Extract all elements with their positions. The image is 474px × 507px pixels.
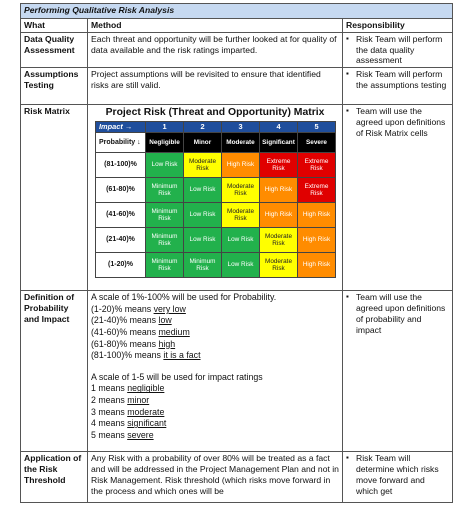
matrix-cell: Minimum Risk	[146, 177, 184, 202]
table-row	[21, 32, 453, 67]
matrix-cell: High Risk	[298, 202, 336, 227]
matrix-cell: Minimum Risk	[184, 252, 222, 277]
impact-number: 5	[298, 121, 336, 132]
what-assumptions: Assumptions Testing	[21, 68, 88, 105]
prob-definition-line	[91, 315, 339, 327]
matrix-cell: High Risk	[298, 252, 336, 277]
severity-label: Significant	[260, 132, 298, 152]
header-responsibility: Responsibility	[343, 19, 453, 33]
probability-intro: A scale of 1%-100% will be used for Probability.	[91, 292, 277, 303]
matrix-cell: Low Risk	[146, 152, 184, 177]
matrix-cell: Extreme Risk	[260, 152, 298, 177]
resp-application: ▪ Risk Team will determine which risks move forward and which get	[346, 453, 449, 499]
matrix-cell: High Risk	[260, 177, 298, 202]
matrix-cell: Low Risk	[184, 202, 222, 227]
matrix-cell: Minimum Risk	[146, 227, 184, 252]
severity-label: Minor	[184, 132, 222, 152]
matrix-cell: Low Risk	[222, 252, 260, 277]
definition-term: medium	[158, 326, 190, 337]
definition-prefix: (41-60)% means	[91, 326, 159, 337]
header-method: Method	[88, 19, 343, 33]
definition-term: low	[158, 315, 172, 326]
prob-definition-line	[91, 327, 339, 339]
resp-data-quality: ▪ Risk Team will perform the data quality assessment	[346, 34, 449, 66]
definition-term: very low	[153, 303, 186, 314]
risk-analysis-table	[20, 3, 453, 503]
definition-term: minor	[127, 394, 150, 405]
matrix-cell: Moderate Risk	[260, 252, 298, 277]
matrix-cell: Moderate Risk	[222, 202, 260, 227]
severity-label: Moderate	[222, 132, 260, 152]
prob-definition-line	[91, 350, 339, 362]
risk-matrix	[95, 121, 336, 278]
impact-definition-line	[91, 407, 339, 419]
impact-number: 4	[260, 121, 298, 132]
matrix-row	[96, 252, 336, 277]
what-application: Application of the Risk Threshold	[21, 452, 88, 503]
matrix-cell: Extreme Risk	[298, 177, 336, 202]
impact-list	[91, 383, 339, 441]
impact-number: 3	[222, 121, 260, 132]
matrix-cell: Moderate Risk	[260, 227, 298, 252]
definition-prefix: 2 means	[91, 394, 128, 405]
probability-range: (1-20)%	[96, 252, 146, 277]
matrix-row	[96, 177, 336, 202]
document	[20, 3, 452, 503]
definition-term: high	[158, 338, 176, 349]
table-row	[21, 291, 453, 452]
probability-range: (61-80)%	[96, 177, 146, 202]
what-definition: Definition of Probability and Impact	[21, 291, 88, 452]
definition-prefix: (21-40)% means	[91, 315, 159, 326]
matrix-cell: High Risk	[222, 152, 260, 177]
table-row	[21, 452, 453, 503]
definition-prefix: (81-100)% means	[91, 350, 164, 361]
table-row	[21, 105, 453, 291]
impact-number: 2	[184, 121, 222, 132]
header-what: What	[21, 19, 88, 33]
impact-number: 1	[146, 121, 184, 132]
method-data-quality: Each threat and opportunity will be further looked at for quality of data available and the risk ratings imparted.	[88, 32, 343, 67]
header-row	[21, 19, 453, 33]
probability-range: (81-100)%	[96, 152, 146, 177]
definition-term: significant	[127, 418, 167, 429]
probability-label: Probability ↓	[96, 132, 146, 152]
table-row	[21, 68, 453, 105]
method-application: Any Risk with a probability of over 80% will be treated as a fact and will be addressed in the Project Management Plan and not in Risk Management. Risk threshold (which risks move forward in the process and which ones will be	[91, 453, 339, 496]
what-data-quality: Data Quality Assessment	[21, 32, 88, 67]
prob-definition-line	[91, 339, 339, 351]
method-assumptions: Project assumptions will be revisited to ensure that identified risks are still valid.	[88, 68, 343, 105]
matrix-row	[96, 152, 336, 177]
prob-definition-line	[91, 304, 339, 316]
probability-range: (21-40)%	[96, 227, 146, 252]
matrix-cell: Low Risk	[222, 227, 260, 252]
definition-prefix: 5 means	[91, 429, 128, 440]
severity-label: Severe	[298, 132, 336, 152]
definition-term: it is a fact	[163, 350, 201, 361]
impact-label: Impact →	[96, 121, 146, 132]
matrix-cell: Minimum Risk	[146, 202, 184, 227]
matrix-cell: Minimum Risk	[146, 252, 184, 277]
definition-prefix: (1-20)% means	[91, 303, 154, 314]
what-risk-matrix: Risk Matrix	[21, 105, 88, 291]
matrix-title: Project Risk (Threat and Opportunity) Matrix	[105, 107, 325, 119]
impact-definition-line	[91, 430, 339, 442]
definition-term: negligible	[127, 383, 165, 394]
matrix-cell: Moderate Risk	[222, 177, 260, 202]
definition-term: moderate	[127, 406, 165, 417]
severity-label: Negligible	[146, 132, 184, 152]
matrix-cell: Moderate Risk	[184, 152, 222, 177]
matrix-cell: Low Risk	[184, 227, 222, 252]
matrix-row	[96, 202, 336, 227]
impact-definition-line	[91, 383, 339, 395]
definition-prefix: 1 means	[91, 383, 128, 394]
table-title: Performing Qualitative Risk Analysis	[21, 4, 453, 19]
probability-list	[91, 304, 339, 362]
resp-assumptions: ▪ Risk Team will perform the assumptions testing	[346, 69, 449, 91]
matrix-cell: Low Risk	[184, 177, 222, 202]
definition-prefix: 4 means	[91, 418, 128, 429]
definition-prefix: 3 means	[91, 406, 128, 417]
matrix-cell: High Risk	[260, 202, 298, 227]
probability-range: (41-60)%	[96, 202, 146, 227]
matrix-row	[96, 227, 336, 252]
resp-risk-matrix: ▪ Team will use the agreed upon definitions of Risk Matrix cells	[346, 106, 449, 138]
impact-intro: A scale of 1-5 will be used for impact ratings	[91, 371, 263, 382]
impact-definition-line	[91, 418, 339, 430]
definition-term: severe	[127, 429, 154, 440]
resp-definition: ▪ Team will use the agreed upon definitions of probability and impact	[346, 292, 449, 335]
definition-prefix: (61-80)% means	[91, 338, 159, 349]
matrix-cell: Extreme Risk	[298, 152, 336, 177]
matrix-cell: High Risk	[298, 227, 336, 252]
impact-definition-line	[91, 395, 339, 407]
